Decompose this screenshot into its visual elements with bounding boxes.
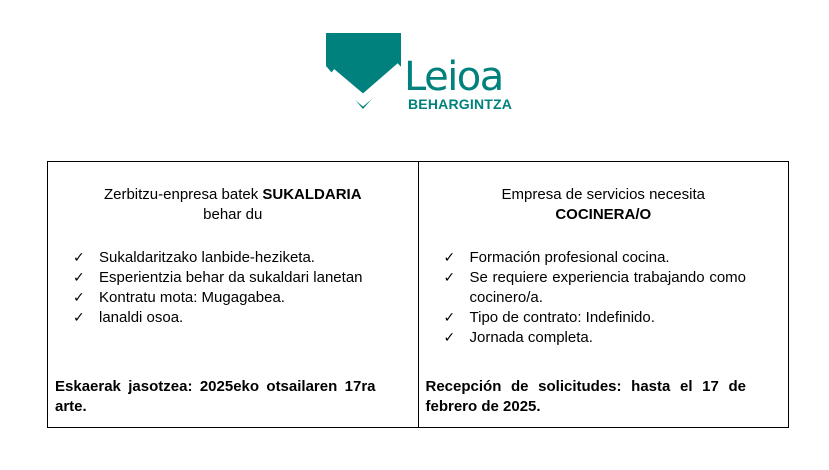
job-title: COCINERA/O [555, 206, 652, 223]
requirement-text: Se requiere experiencia trabajando como cocinero/a. [469, 269, 746, 306]
application-deadline: Recepción de solicitudes: hasta el 17 de febrero de 2025. [425, 378, 746, 415]
logo-wordmark: Leioa [404, 54, 503, 100]
requirement-item [73, 248, 376, 268]
heading-text-line2: behar du [203, 206, 263, 223]
requirement-text: Esperientzia behar da sukaldari lanetan [99, 269, 363, 286]
requirement-text: Formación profesional cocina. [469, 249, 670, 266]
requirement-item [73, 288, 376, 308]
requirement-text: lanaldi osoa. [99, 309, 184, 326]
requirement-item [444, 248, 747, 268]
offer-heading [48, 185, 418, 225]
heading-text: Zerbitzu-enpresa batek [103, 186, 259, 203]
check-mark-icon: ✓ [443, 250, 456, 266]
requirement-item [444, 328, 747, 348]
job-offer-table [47, 161, 789, 428]
offer-column-spanish [418, 162, 789, 428]
logo-subtitle: BEHARGINTZA [408, 96, 513, 112]
requirement-text: Tipo de contrato: Indefinido. [469, 309, 655, 326]
requirements-list [73, 248, 376, 328]
check-mark-icon: ✓ [443, 270, 456, 286]
requirement-item [73, 268, 376, 288]
check-mark-icon: ✓ [443, 330, 456, 346]
check-mark-icon: ✓ [73, 310, 85, 326]
offer-heading [419, 185, 789, 225]
requirement-text: Jornada completa. [469, 329, 593, 346]
requirement-item [73, 308, 376, 328]
check-mark-icon: ✓ [73, 290, 85, 306]
check-mark-icon: ✓ [443, 310, 456, 326]
heading-text: Empresa de servicios necesita [501, 186, 705, 203]
leioa-emblem-icon [326, 33, 406, 113]
requirement-text: Sukaldaritzako lanbide-heziketa. [99, 249, 315, 266]
job-title: SUKALDARIA [262, 186, 362, 203]
requirement-text: Kontratu mota: Mugagabea. [99, 289, 285, 306]
requirement-item [444, 268, 747, 308]
application-deadline: Eskaerak jasotzea: 2025eko otsailaren 17ra arte. [55, 378, 376, 415]
requirements-list [444, 248, 747, 348]
requirement-item [444, 308, 747, 328]
check-mark-icon: ✓ [73, 270, 85, 286]
leioa-behargintza-logo [326, 33, 526, 113]
check-mark-icon: ✓ [73, 250, 85, 266]
offer-column-basque [48, 162, 419, 428]
